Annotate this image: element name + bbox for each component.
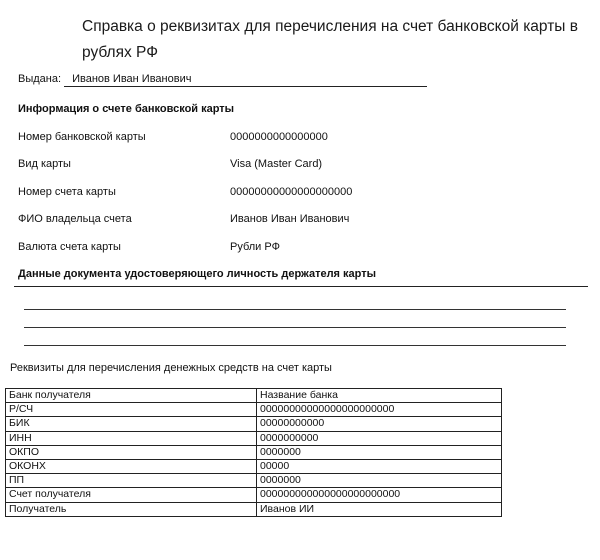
table-row: [6, 417, 502, 431]
table-cell-value: 0000000: [257, 445, 502, 459]
table-cell-label: Счет получателя: [6, 488, 257, 502]
table-cell-label: Р/СЧ: [6, 403, 257, 417]
table-cell-label: Банк получателя: [6, 389, 257, 403]
table-cell-value: 00000000000000000000000: [257, 403, 502, 417]
table-cell-label: БИК: [6, 417, 257, 431]
info-value: Иванов Иван Иванович: [230, 213, 350, 225]
document-title: Справка о реквизитах для перечисления на счет банковской карты в рублях РФ: [82, 18, 578, 61]
blank-fill-line: [24, 345, 566, 346]
table-cell-value: 0000000: [257, 474, 502, 488]
issued-label: Выдана:: [18, 73, 62, 85]
issued-to: [18, 73, 427, 87]
table-row: [6, 502, 502, 516]
table-cell-value: 000000000000000000000000: [257, 488, 502, 502]
info-label: Номер счета карты: [18, 186, 116, 198]
table-cell-value: 00000000000: [257, 417, 502, 431]
table-cell-value: Название банка: [257, 389, 502, 403]
info-label: Номер банковской карты: [18, 131, 146, 143]
info-label: Валюта счета карты: [18, 241, 121, 253]
table-cell-label: ОКОНХ: [6, 459, 257, 473]
table-row: [6, 459, 502, 473]
info-label: Вид карты: [18, 158, 71, 170]
info-value: Рубли РФ: [230, 241, 280, 253]
requisites-table: [5, 388, 502, 517]
section-divider: [14, 286, 588, 287]
blank-fill-line: [24, 327, 566, 328]
table-row: [6, 474, 502, 488]
table-cell-value: Иванов ИИ: [257, 502, 502, 516]
card-info-heading: Информация о счете банковской карты: [18, 103, 235, 115]
table-row: [6, 488, 502, 502]
requisites-title: Реквизиты для перечисления денежных средств на счет карты: [10, 362, 332, 374]
info-value: Visa (Master Card): [230, 158, 323, 170]
table-row: [6, 389, 502, 403]
table-row: [6, 431, 502, 445]
info-value: 0000000000000000: [230, 131, 328, 143]
table-cell-label: ОКПО: [6, 445, 257, 459]
table-cell-label: ПП: [6, 474, 257, 488]
table-cell-value: 00000: [257, 459, 502, 473]
issued-name: Иванов Иван Иванович: [64, 73, 427, 87]
info-value: 00000000000000000000: [230, 186, 353, 198]
info-label: ФИО владельца счета: [18, 213, 132, 225]
table-row: [6, 445, 502, 459]
table-row: [6, 403, 502, 417]
table-cell-label: ИНН: [6, 431, 257, 445]
table-cell-value: 0000000000: [257, 431, 502, 445]
blank-fill-line: [24, 309, 566, 310]
id-document-heading: Данные документа удостоверяющего личность держателя карты: [18, 268, 377, 280]
table-cell-label: Получатель: [6, 502, 257, 516]
